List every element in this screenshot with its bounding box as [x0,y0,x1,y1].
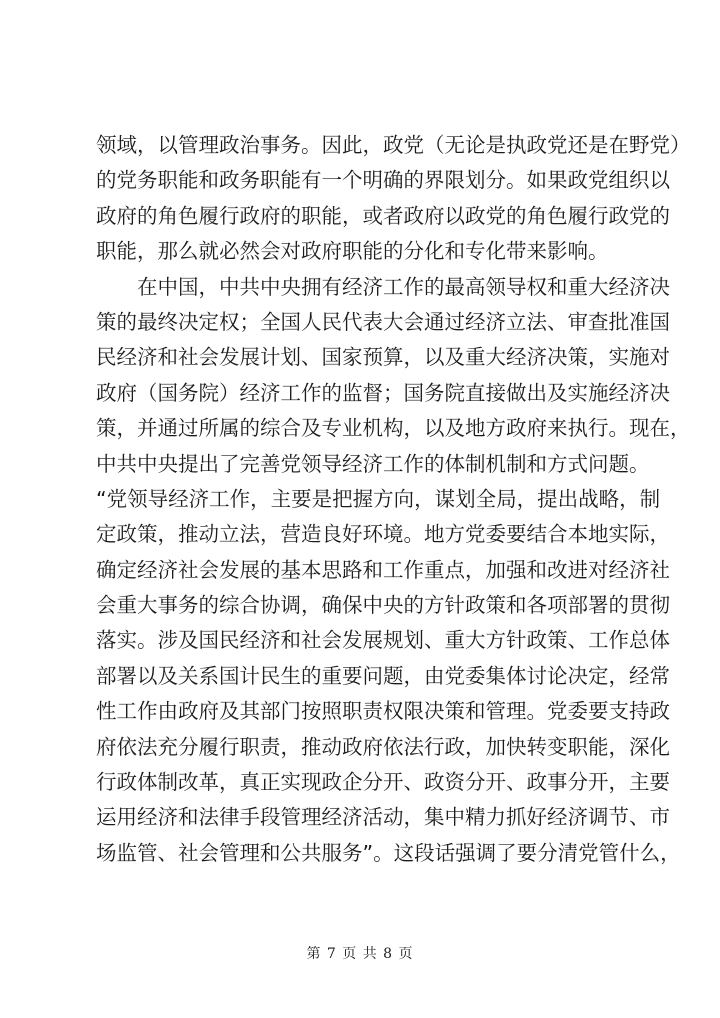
text-line: 中共中央提出了完善党领导经济工作的体制机制和方式问题。 [96,451,650,476]
text-line: 职能，那么就必然会对政府职能的分化和专化带来影响。 [96,239,609,264]
text-line: 的党务职能和政务职能有一个明确的界限划分。如果政党组织以 [96,168,670,193]
text-line: 策，并通过所属的综合及专业机构，以及地方政府来执行。现在， [96,416,691,441]
text-line: 定政策，推动立法，营造良好环境。地方党委要结合本地实际， [96,522,670,547]
text-line: 行政体制改革，真正实现政企分开、政资分开、政事分开，主要 [96,770,670,795]
text-line: 政府（国务院）经济工作的监督；国务院直接做出及实施经济决 [96,380,670,405]
page-number-footer: 第 7 页 共 8 页 [306,946,414,962]
text-line: 性工作由政府及其部门按照职责权限决策和管理。党委要支持政 [96,699,670,724]
text-line: 领域，以管理政治事务。因此，政党（无论是执政党还是在野党） [96,133,691,157]
text-line: 策的最终决定权；全国人民代表大会通过经济立法、审查批准国 [96,309,670,334]
text-line: “党领导经济工作，主要是把握方向，谋划全局，提出战略，制 [96,486,661,511]
text-line: 民经济和社会发展计划、国家预算，以及重大经济决策，实施对 [96,345,670,370]
text-line: 确定经济社会发展的基本思路和工作重点，加强和改进对经济社 [96,557,670,582]
text-line: 府依法充分履行职责，推动政府依法行政，加快转变职能，深化 [96,734,670,759]
text-line: 在中国，中共中央拥有经济工作的最高领导权和重大经济决 [137,274,670,299]
text-line: 政府的角色履行政府的职能，或者政府以政党的角色履行政党的 [96,203,670,228]
text-line: 场监管、社会管理和公共服务”。这段话强调了要分清党管什么， [96,840,681,865]
body-text [96,128,691,871]
text-line: 部署以及关系国计民生的重要问题，由党委集体讨论决定，经常 [96,663,670,688]
text-line: 运用经济和法律手段管理经济活动，集中精力抓好经济调节、市 [96,805,670,830]
text-line: 落实。涉及国民经济和社会发展规划、重大方针政策、工作总体 [96,628,670,653]
text-line: 会重大事务的综合协调，确保中央的方针政策和各项部署的贯彻 [96,593,670,618]
